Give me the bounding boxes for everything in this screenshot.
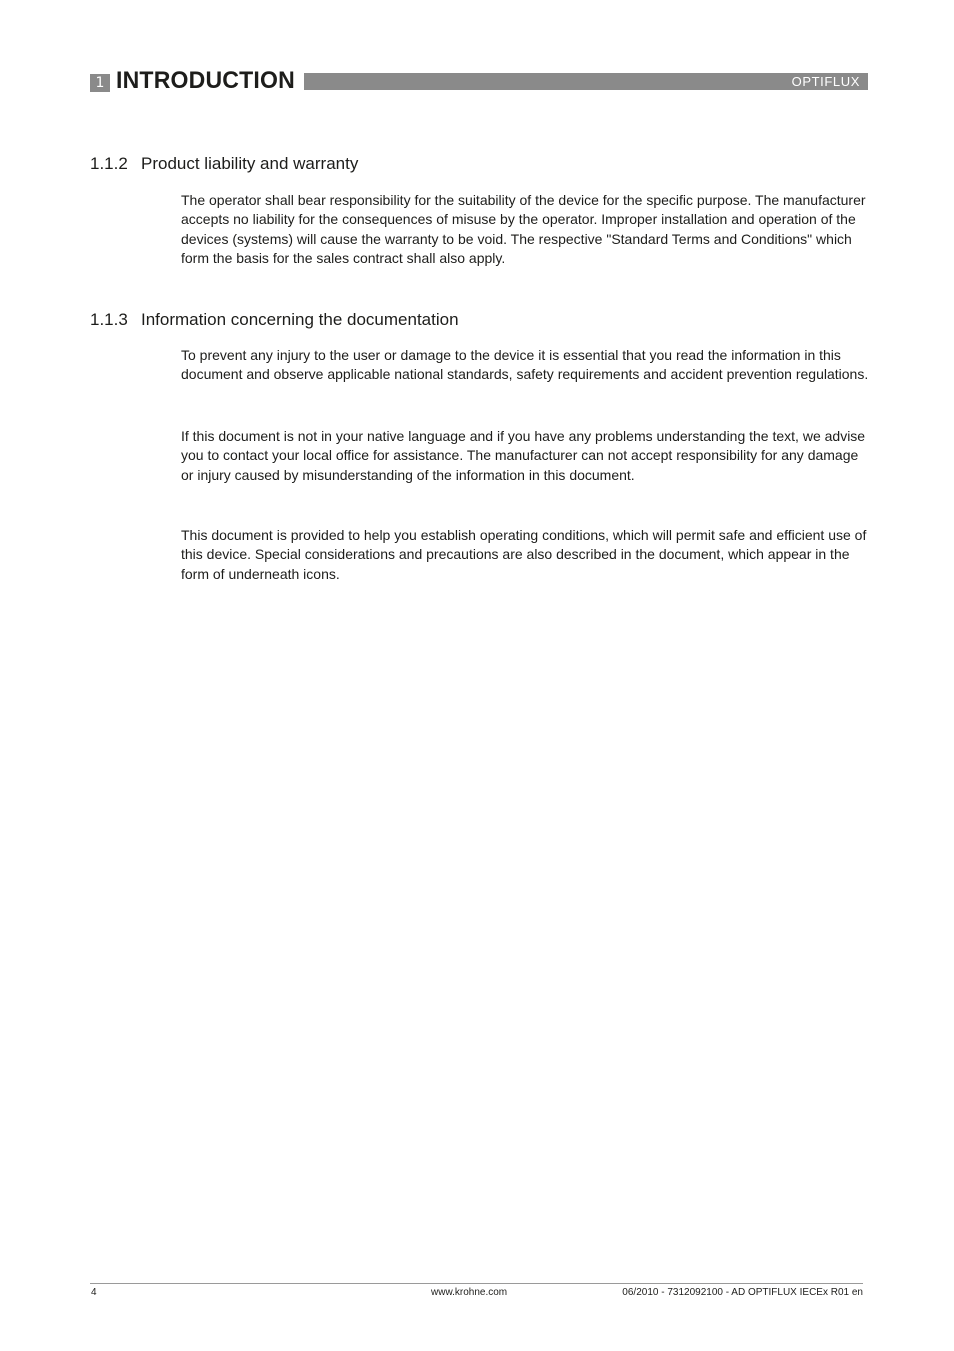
section-number: 1.1.3 [90, 310, 128, 329]
footer-doc-reference: 06/2010 - 7312092100 - AD OPTIFLUX IECEx R01 en [622, 1287, 863, 1298]
section-heading-product-liability [90, 153, 358, 175]
section-title: Product liability and warranty [141, 154, 359, 173]
paragraph: If this document is not in your native language and if you have any problems understanding the text, we advise you to contact your local office for assistance. The manufacturer can not accept responsibility for any damage or injury caused by misunderstanding of the information in this document. [181, 428, 866, 483]
product-name: OPTIFLUX [791, 74, 860, 89]
page-number: 4 [91, 1287, 97, 1298]
chapter-title: INTRODUCTION [116, 67, 295, 94]
footer-divider [90, 1283, 863, 1284]
paragraph: The operator shall bear responsibility for the suitability of the device for the specific purpose. The manufacturer accepts no liability for the consequences of misuse by the operator. Improper installation and operation of the devices (systems) will cause the warranty to be void. The respective "Standard Terms and Conditions" which form the basis for the sales contract shall also apply. [181, 192, 866, 266]
paragraph: To prevent any injury to the user or damage to the device it is essential that you read the information in this document and observe applicable national standards, safety requirements and accident prevention regulations. [181, 347, 869, 383]
footer-website: www.krohne.com [431, 1287, 508, 1298]
section-number: 1.1.2 [90, 154, 128, 173]
section-title: Information concerning the documentation [141, 310, 459, 329]
header-bar [304, 73, 868, 90]
page-header [90, 68, 868, 96]
chapter-number-badge: 1 [90, 74, 110, 92]
section-heading-documentation-info [90, 309, 459, 331]
paragraph: This document is provided to help you establish operating conditions, which will permit safe and efficient use of this device. Special considerations and precautions are also described in the document, which appear in the form of underneath icons. [181, 527, 867, 582]
